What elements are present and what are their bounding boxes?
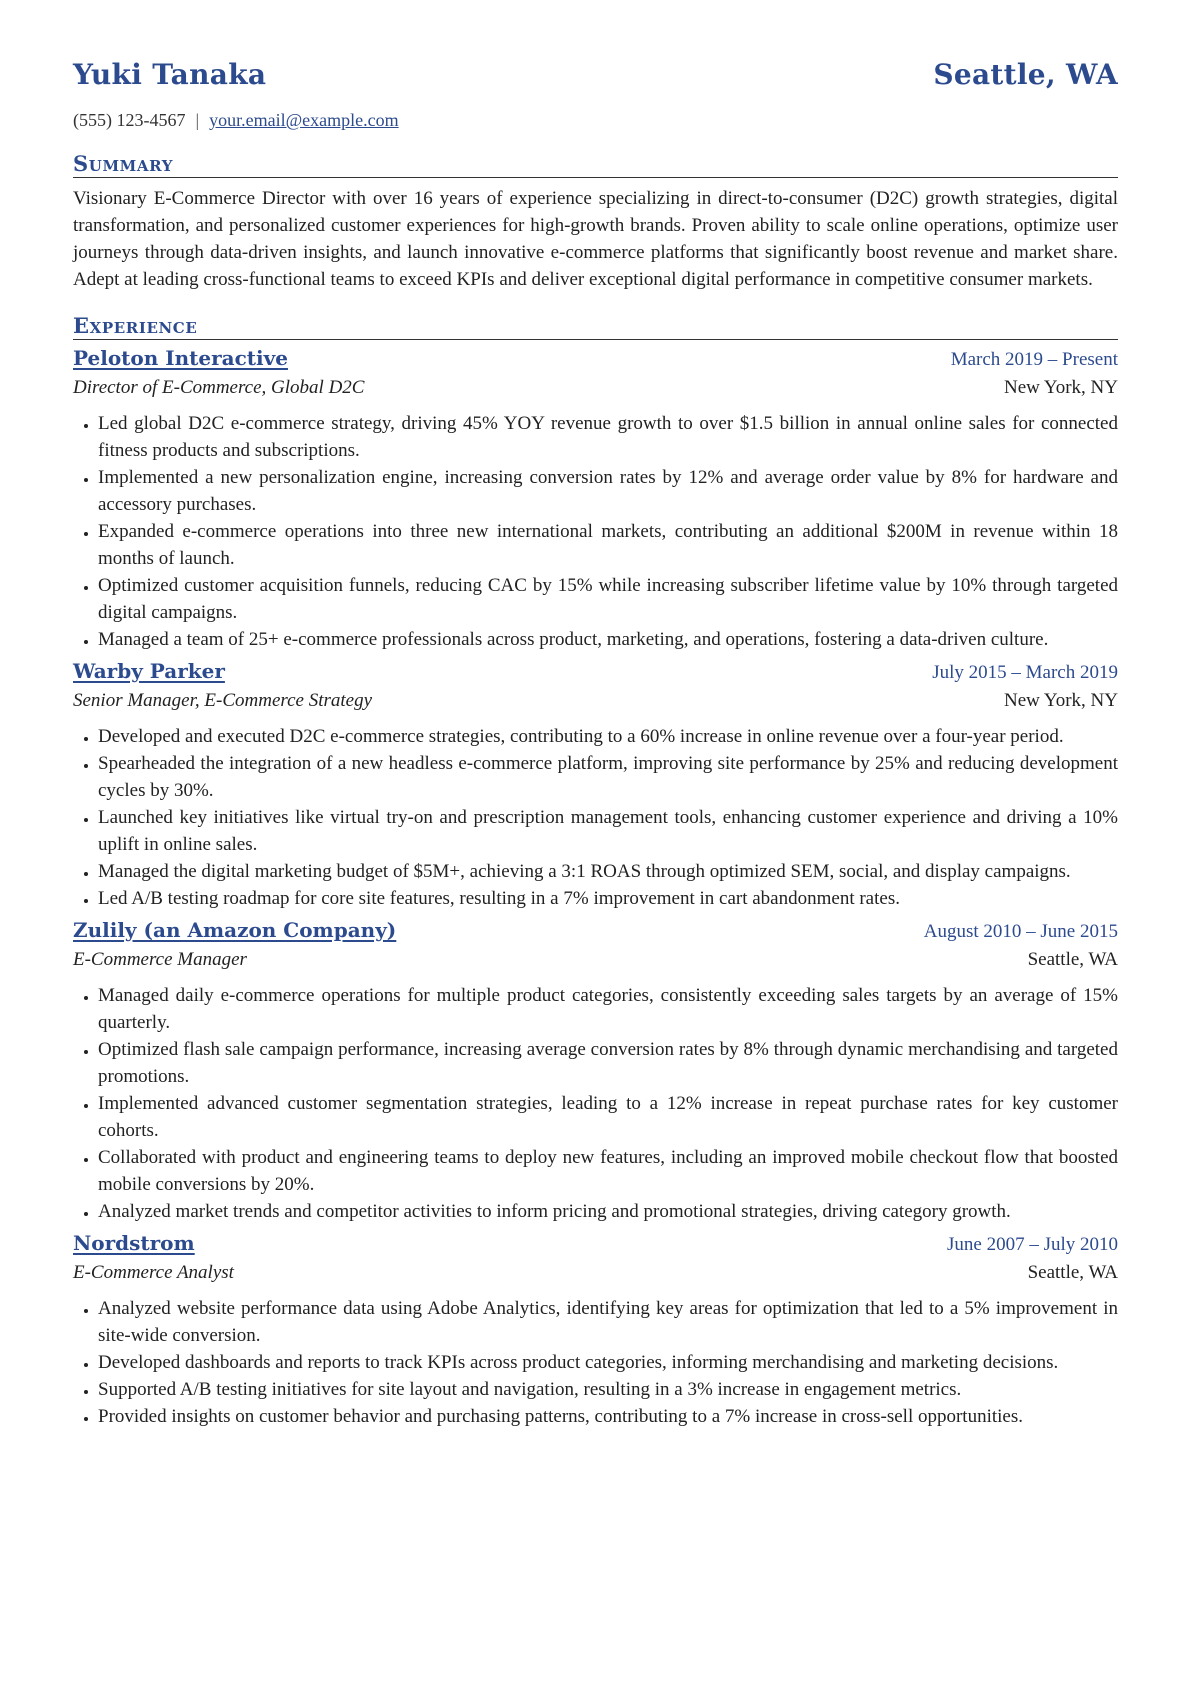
bullet-item: • Analyzed market trends and competitor activities to inform pricing and promotional strategies, driving category growth.: [98, 1198, 1118, 1225]
bullet-item: • Led A/B testing roadmap for core site features, resulting in a 7% improvement in cart abandonment rates.: [98, 885, 1118, 912]
job-title: E-Commerce Manager: [73, 949, 247, 970]
job-title: Director of E-Commerce, Global D2C: [73, 377, 365, 398]
job-header: [73, 1229, 1118, 1259]
job-entry: [73, 1229, 1118, 1430]
bullet-item: • Managed a team of 25+ e-commerce professionals across product, marketing, and operations, fostering a data-driven culture.: [98, 626, 1118, 653]
bullet-item: • Optimized flash sale campaign performance, increasing average conversion rates by 8% through dynamic merchandising and targeted promotions.: [98, 1036, 1118, 1090]
job-subheader: [73, 374, 1118, 401]
job-dates: August 2010 – June 2015: [923, 921, 1118, 942]
job-bullets: [73, 1295, 1118, 1430]
job-header: [73, 344, 1118, 374]
bullet-item: • Optimized customer acquisition funnels, reducing CAC by 15% while increasing subscriber lifetime value by 10% through targeted digital campaigns.: [98, 572, 1118, 626]
bullet-item: • Collaborated with product and engineering teams to deploy new features, including an improved mobile checkout flow that boosted mobile conversions by 20%.: [98, 1144, 1118, 1198]
job-location: New York, NY: [1003, 690, 1118, 711]
experience-list: [73, 344, 1118, 1430]
job-location: New York, NY: [1003, 377, 1118, 398]
job-title: Senior Manager, E-Commerce Strategy: [73, 690, 373, 711]
company-name-link[interactable]: Peloton Interactive: [73, 346, 288, 370]
job-entry: [73, 344, 1118, 653]
bullet-item: • Launched key initiatives like virtual try-on and prescription management tools, enhancing customer experience and driving a 10% uplift in online sales.: [98, 804, 1118, 858]
job-location: Seattle, WA: [1027, 949, 1118, 970]
company-name-link[interactable]: Warby Parker: [73, 659, 225, 683]
summary-text: Visionary E-Commerce Director with over 16 years of experience specializing in direct-to-consumer (D2C) growth strategies, digital transformation, and personalized customer experiences for high-growth brands. Proven ability to scale online operations, optimize user journeys through data-driven insights, and launch innovative e-commerce platforms that significantly boost revenue and market share. Adept at leading cross-functional teams to exceed KPIs and deliver exceptional digital performance in competitive consumer markets.: [73, 188, 1118, 290]
bullet-item: • Expanded e-commerce operations into three new international markets, contributing an additional $200M in revenue within 18 months of launch.: [98, 518, 1118, 572]
candidate-location: Seattle, WA: [933, 58, 1118, 91]
job-subheader: [73, 687, 1118, 714]
job-subheader: [73, 946, 1118, 973]
bullet-item: • Analyzed website performance data using Adobe Analytics, identifying key areas for optimization that led to a 5% improvement in site-wide conversion.: [98, 1295, 1118, 1349]
bullet-item: • Led global D2C e-commerce strategy, driving 45% YOY revenue growth to over $1.5 billion in annual online sales for connected fitness products and subscriptions.: [98, 410, 1118, 464]
bullet-item: • Developed dashboards and reports to track KPIs across product categories, informing merchandising and marketing decisions.: [98, 1349, 1118, 1376]
company-name-link[interactable]: Zulily (an Amazon Company): [73, 918, 397, 942]
job-entry: [73, 657, 1118, 912]
phone-number: (555) 123-4567: [73, 110, 186, 130]
job-bullets: [73, 982, 1118, 1225]
job-entry: [73, 916, 1118, 1225]
bullet-item: • Spearheaded the integration of a new headless e-commerce platform, improving site performance by 25% and reducing development cycles by 30%.: [98, 750, 1118, 804]
job-bullets: [73, 410, 1118, 653]
experience-heading: Experience: [73, 313, 1118, 340]
summary-heading: Summary: [73, 151, 1118, 178]
bullet-item: • Provided insights on customer behavior and purchasing patterns, contributing to a 7% increase in cross-sell opportunities.: [98, 1403, 1118, 1430]
job-bullets: [73, 723, 1118, 912]
job-header: [73, 916, 1118, 946]
email-link[interactable]: your.email@example.com: [209, 110, 399, 130]
job-dates: March 2019 – Present: [950, 349, 1118, 370]
resume-header: [73, 58, 1118, 102]
job-location: Seattle, WA: [1027, 1262, 1118, 1283]
contact-separator: |: [195, 110, 200, 130]
job-dates: June 2007 – July 2010: [947, 1234, 1118, 1255]
job-header: [73, 657, 1118, 687]
bullet-item: • Implemented advanced customer segmentation strategies, leading to a 12% increase in repeat purchase rates for key customer cohorts.: [98, 1090, 1118, 1144]
company-name-link[interactable]: Nordstrom: [73, 1231, 195, 1255]
candidate-name: Yuki Tanaka: [73, 58, 267, 91]
job-subheader: [73, 1259, 1118, 1286]
job-title: E-Commerce Analyst: [73, 1262, 234, 1283]
bullet-item: • Supported A/B testing initiatives for site layout and navigation, resulting in a 3% increase in engagement metrics.: [98, 1376, 1118, 1403]
bullet-item: • Managed daily e-commerce operations for multiple product categories, consistently exceeding sales targets by an average of 15% quarterly.: [98, 982, 1118, 1036]
contact-line: [73, 110, 1118, 131]
bullet-item: • Developed and executed D2C e-commerce strategies, contributing to a 60% increase in online revenue over a four-year period.: [98, 723, 1118, 750]
bullet-item: • Implemented a new personalization engine, increasing conversion rates by 12% and average order value by 8% for hardware and accessory purchases.: [98, 464, 1118, 518]
job-dates: July 2015 – March 2019: [932, 662, 1118, 683]
bullet-item: • Managed the digital marketing budget of $5M+, achieving a 3:1 ROAS through optimized SEM, social, and display campaigns.: [98, 858, 1118, 885]
